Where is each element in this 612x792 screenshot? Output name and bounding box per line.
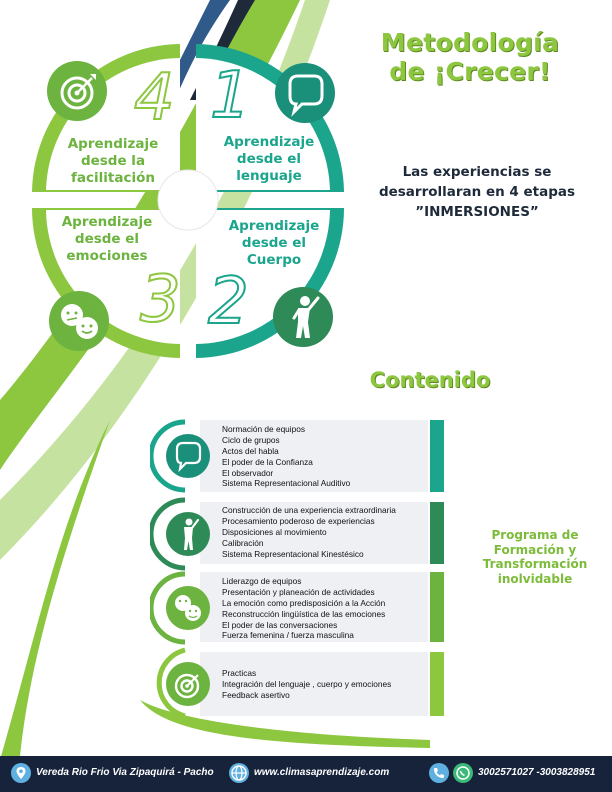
stage-label-cuerpo: Aprendizaje desde el Cuerpo bbox=[228, 218, 320, 268]
list-item: La emoción como predisposición a la Acción bbox=[222, 597, 386, 608]
title-line-1: Metodología bbox=[380, 28, 560, 57]
list-item: Actos del habla bbox=[222, 445, 279, 456]
content-list-4 bbox=[222, 668, 391, 701]
globe-icon bbox=[228, 762, 250, 784]
footer-website[interactable]: www.climasaprendizaje.com bbox=[254, 767, 390, 778]
list-item: Construcción de una experiencia extraordinaria bbox=[222, 505, 396, 515]
stage-number-4: 4 bbox=[134, 61, 175, 135]
content-list-1 bbox=[222, 424, 350, 489]
list-item: Normación de equipos bbox=[222, 424, 306, 434]
footer-address: Vereda Rio Frio Via Zipaquirá - Pacho bbox=[36, 767, 214, 778]
list-item: El observador bbox=[222, 467, 274, 478]
stage-number-3: 3 bbox=[140, 263, 181, 337]
list-item: Sistema Representacional Auditivo bbox=[222, 478, 351, 489]
speech-bubble-icon bbox=[274, 62, 336, 124]
content-icons bbox=[150, 418, 220, 718]
accent-bar-3 bbox=[430, 572, 444, 642]
list-item: Procesamiento poderoso de experiencias bbox=[222, 515, 375, 526]
title-line-2: de ¡Crecer! bbox=[389, 57, 551, 86]
list-item: El poder de las conversaciones bbox=[222, 619, 338, 630]
list-item: Reconstrucción lingüística de las emociones bbox=[222, 608, 386, 619]
list-item: Fuerza femenina / fuerza masculina bbox=[222, 630, 354, 641]
program-text: Programa de Formación y Transformación inolvidable bbox=[482, 528, 588, 586]
page-title bbox=[360, 28, 580, 86]
phone-icon bbox=[428, 762, 450, 784]
location-pin-icon bbox=[10, 762, 32, 784]
footer-phones: 3002571027 -3003828951 bbox=[478, 767, 596, 778]
list-item: Liderazgo de equipos bbox=[222, 576, 302, 586]
stage-label-emociones: Aprendizaje desde el emociones bbox=[61, 214, 153, 264]
stage-number-2: 2 bbox=[208, 265, 249, 339]
list-item: El poder de la Confianza bbox=[222, 456, 313, 467]
faces-icon bbox=[48, 290, 110, 352]
list-item: Ciclo de grupos bbox=[222, 434, 280, 445]
accent-bar-1 bbox=[430, 420, 444, 492]
stage-label-facilitacion: Aprendizaje desde la facilitación bbox=[67, 136, 159, 186]
whatsapp-icon bbox=[452, 762, 474, 784]
list-item: Practicas bbox=[222, 668, 257, 678]
target-icon bbox=[46, 60, 108, 122]
intro-text: Las experiencias se desarrollaran en 4 etapas ”INMERSIONES” bbox=[378, 164, 576, 220]
accent-bar-4 bbox=[430, 652, 444, 716]
stage-number-1: 1 bbox=[210, 59, 251, 133]
contenido-heading: Contenido bbox=[369, 368, 491, 392]
stage-label-lenguaje: Aprendizaje desde el lenguaje bbox=[223, 134, 315, 184]
list-item: Integración del lenguaje , cuerpo y emociones bbox=[222, 678, 392, 689]
list-item: Feedback asertivo bbox=[222, 689, 290, 700]
content-list-3 bbox=[222, 576, 385, 641]
accent-bar-2 bbox=[430, 502, 444, 564]
person-icon bbox=[272, 286, 334, 348]
list-item: Calibración bbox=[222, 537, 264, 548]
list-item: Disposiciones al movimiento bbox=[222, 526, 327, 537]
list-item: Presentación y planeación de actividades bbox=[222, 586, 375, 597]
content-list-2 bbox=[222, 505, 396, 559]
list-item: Sistema Representacional Kinestésico bbox=[222, 548, 364, 559]
